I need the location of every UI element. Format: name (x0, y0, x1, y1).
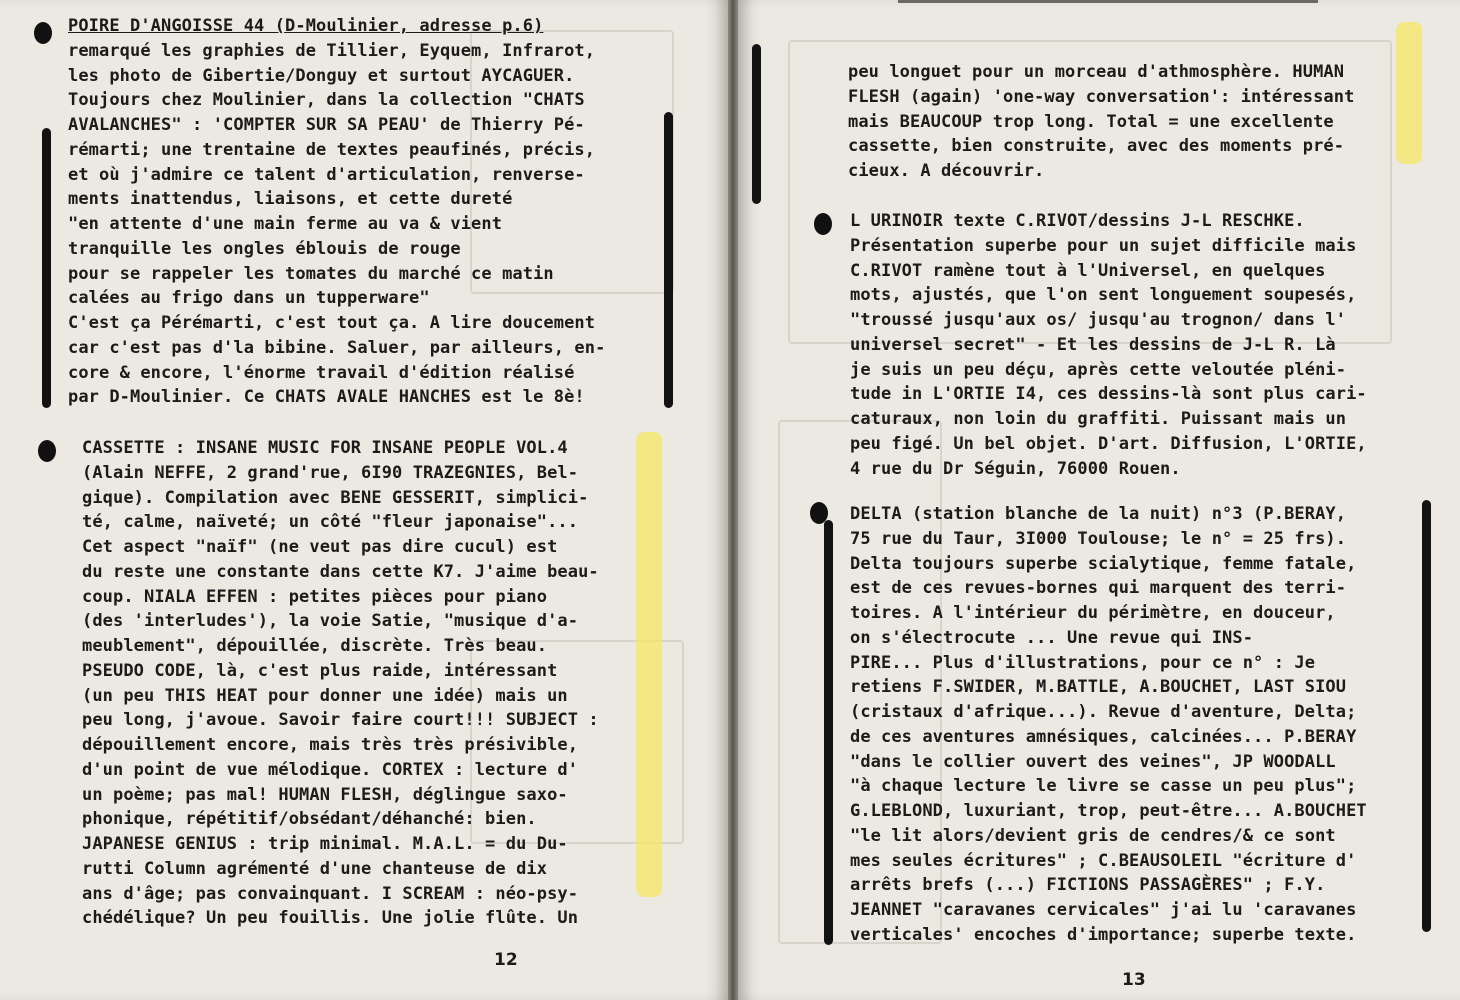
text-line: PSEUDO CODE, là, c'est plus raide, intéressant (82, 660, 558, 681)
text-line (82, 436, 599, 461)
text-line: ments inattendus, liaisons, et cette dureté (68, 189, 513, 210)
text-line: peu figé. Un bel objet. D'art. Diffusion, L'ORTIE, (850, 433, 1367, 454)
text-line: rutti Column agrémenté d'une chanteuse de dix (82, 858, 548, 879)
entry-cassette (82, 436, 599, 931)
text-line: 75 rue du Taur, 3I000 Toulouse; le n° = 25 frs). (850, 528, 1347, 549)
text-line: PIRE... Plus d'illustrations, pour ce n° : Je (850, 652, 1316, 673)
text-line: calées au frigo dans un tupperware" (68, 288, 430, 309)
text-line: est de ces revues-bornes qui marquent des terri- (850, 578, 1347, 599)
text-line: "troussé jusqu'aux os/ jusqu'au trognon/ dans l' (850, 310, 1347, 330)
text-line (850, 209, 1367, 234)
text-line: je suis un peu déçu, après cette veloutée pléni- (850, 359, 1347, 380)
text-line: car c'est pas d'la bibine. Saluer, par ailleurs, en- (68, 337, 606, 358)
text-line: toires. A l'intérieur du périmètre, en douceur, (850, 603, 1336, 623)
text-line: du reste une constante dans cette K7. J'aime beau- (82, 561, 599, 582)
text-line: cassette, bien construite, avec des moments pré- (848, 136, 1345, 157)
text-line: caturaux, non loin du graffiti. Puissant mais un (850, 409, 1347, 429)
text-line (68, 14, 605, 39)
entry-title: DELTA (station blanche de la nuit) n°3 (P.BERAY, (850, 504, 1347, 524)
text-line: un poème; pas mal! HUMAN FLESH, déglingue saxo- (82, 784, 568, 805)
margin-bar (824, 520, 833, 945)
text-line: les photo de Gibertie/Donguy et surtout AYCAGUER. (68, 65, 575, 86)
margin-bar (42, 128, 51, 408)
page-number: 13 (1122, 970, 1146, 990)
page-number: 12 (494, 950, 518, 970)
text-line: Toujours chez Moulinier, dans la collection "CHATS (68, 90, 585, 111)
text-line: "le lit alors/devient gris de cendres/& ce sont (850, 825, 1336, 846)
text-line: mots, ajustés, que l'on sent longuement soupesés, (850, 285, 1357, 306)
text-line: par D-Moulinier. Ce CHATS AVALE HANCHES est le 8è! (68, 387, 585, 408)
text-line: arrêts brefs (...) FICTIONS PASSAGÈRES" ; F.Y. (850, 875, 1326, 896)
margin-bar (1422, 500, 1431, 932)
text-line: (des 'interludes'), la voie Satie, "musique d'a- (82, 611, 579, 632)
text-line: gique). Compilation avec BENE GESSERIT, simplici- (82, 487, 589, 508)
text-line: et où j'admire ce talent d'articulation, renverse- (68, 164, 585, 185)
entry-poire-angoisse (68, 14, 605, 410)
text-line: universel secret" - Et les dessins de J-L R. Là (850, 334, 1336, 355)
yellow-highlight-mark (1396, 22, 1422, 164)
binding-gutter (728, 0, 738, 1000)
text-line: tude in L'ORTIE I4, ces dessins-là sont plus cari- (850, 384, 1367, 405)
entry-continued (848, 60, 1354, 184)
text-line: on s'électrocute ... Une revue qui INS- (850, 627, 1254, 648)
text-line: dépouillement encore, mais très très présivible, (82, 735, 579, 755)
text-line: "à chaque lecture le livre se casse un peu plus"; (850, 776, 1357, 797)
text-line: C.RIVOT ramène tout à l'Universel, en quelques (850, 260, 1326, 281)
text-line: C'est ça Pérémarti, c'est tout ça. A lire doucement (68, 313, 596, 333)
margin-bar (752, 44, 761, 204)
text-line: pour se rappeler les tomates du marché ce matin (68, 263, 554, 284)
left-page (0, 0, 728, 1000)
text-line: 4 rue du Dr Séguin, 76000 Rouen. (850, 458, 1181, 479)
text-line: Delta toujours superbe scialytique, femme fatale, (850, 553, 1357, 574)
text-line: AVALANCHES" : 'COMPTER SUR SA PEAU' de Thierry Pé- (68, 115, 585, 135)
right-page (738, 0, 1460, 1000)
text-line: mais BEAUCOUP trop long. Total = une excellente (848, 111, 1334, 132)
text-line: phonique, répétitif/obsédant/déhanché: bien. (82, 809, 537, 830)
bullet-dot (34, 22, 52, 44)
bullet-dot (814, 213, 832, 235)
text-line: "en attente d'une main ferme au va & vient (68, 214, 503, 234)
entry-title: CASSETTE : INSANE MUSIC FOR INSANE PEOPLE VOL.4 (82, 438, 568, 458)
text-line: té, calme, naïveté; un côté "fleur japonaise"... (82, 512, 579, 533)
text-line: d'un point de vue mélodique. CORTEX : lecture d' (82, 759, 579, 780)
text-line: (un peu THIS HEAT pour donner une idée) mais un (82, 685, 568, 706)
text-line: JEANNET "caravanes cervicales" j'ai lu 'caravanes (850, 900, 1357, 920)
text-line: retiens F.SWIDER, M.BATTLE, A.BOUCHET, LAST SIOU (850, 677, 1347, 698)
entry-title: L URINOIR texte C.RIVOT/dessins J-L RESCHKE. (850, 211, 1305, 231)
text-line: FLESH (again) 'one-way conversation': intéressant (848, 86, 1355, 107)
text-line: tranquille les ongles éblouis de rouge (68, 238, 461, 259)
text-line: ans d'âge; pas convainquant. I SCREAM : néo-psy- (82, 883, 579, 904)
yellow-highlight-mark (636, 432, 662, 897)
entry-delta (850, 502, 1367, 948)
entry-urinoir (850, 209, 1367, 481)
top-edge-rule (898, 0, 1318, 3)
text-line: remarqué les graphies de Tillier, Eyquem, Infrarot, (68, 40, 596, 61)
entry-title: POIRE D'ANGOISSE 44 (D-Moulinier, adresse p.6) (68, 16, 544, 36)
text-line: verticales' encoches d'importance; superbe texte. (850, 924, 1357, 945)
text-line: "dans le collier ouvert des veines", JP WOODALL (850, 751, 1336, 772)
margin-bar (664, 112, 673, 408)
text-line: (cristaux d'afrique...). Revue d'aventure, Delta; (850, 702, 1357, 722)
text-line: Cet aspect "naïf" (ne veut pas dire cucul) est (82, 537, 558, 557)
text-line: meublement", dépouillée, discrète. Très beau. (82, 636, 548, 656)
text-line: peu long, j'avoue. Savoir faire court!!! SUBJECT : (82, 710, 599, 731)
text-line: de ces aventures amnésiques, calcinées... P.BERAY (850, 726, 1357, 747)
text-line (850, 502, 1367, 527)
text-line: JAPANESE GENIUS : trip minimal. M.A.L. = du Du- (82, 834, 568, 854)
text-line: (Alain NEFFE, 2 grand'rue, 6I90 TRAZEGNIES, Bel- (82, 462, 579, 483)
text-line: G.LEBLOND, luxuriant, trop, peut-être... A.BOUCHET (850, 801, 1367, 821)
text-line: chédélique? Un peu fouillis. Une jolie flûte. Un (82, 908, 579, 929)
text-line: Présentation superbe pour un sujet difficile mais (850, 235, 1357, 256)
text-line: mes seules écritures" ; C.BEAUSOLEIL "écriture d' (850, 850, 1357, 871)
bullet-dot (38, 440, 56, 462)
text-line: peu longuet pour un morceau d'athmosphère. HUMAN (848, 62, 1345, 82)
text-line: core & encore, l'énorme travail d'édition réalisé (68, 362, 575, 383)
text-line: rémarti; une trentaine de textes peaufinés, précis, (68, 139, 596, 160)
text-line: coup. NIALA EFFEN : petites pièces pour piano (82, 586, 548, 607)
text-line: cieux. A découvrir. (848, 161, 1045, 181)
